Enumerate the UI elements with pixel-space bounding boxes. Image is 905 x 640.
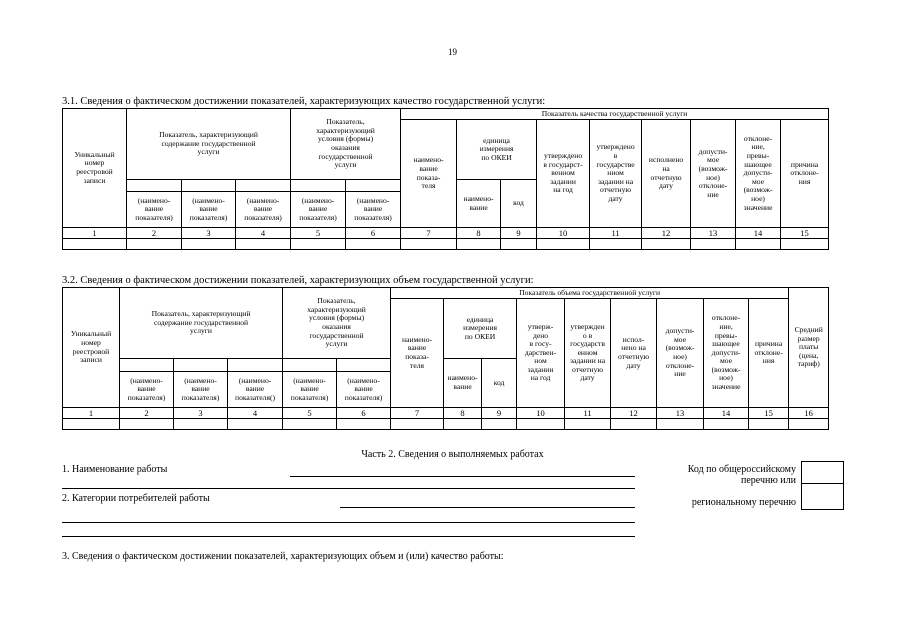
data-cell[interactable]	[228, 419, 283, 430]
header-volume-indicator: Показатель объема государственной услуги	[391, 288, 789, 299]
header-indicator-name-sub: (наимено- вание показателя)	[120, 372, 174, 408]
work-name-line[interactable]	[290, 476, 635, 477]
empty-cell	[120, 359, 174, 372]
column-number: 3	[182, 228, 236, 239]
section-3-2-title: 3.2. Сведения о фактическом достижении показателей, характеризующих объем государственной услуги:	[62, 275, 534, 286]
code-label-line-2: перечню или	[740, 475, 796, 486]
section-3-label: 3. Сведения о фактическом достижении показателей, характеризующих объем и (или) качество работы:	[62, 551, 504, 562]
data-cell[interactable]	[283, 419, 337, 430]
column-number: 10	[517, 408, 565, 419]
header-indicator-name-sub: (наимено- вание показателя)	[182, 192, 236, 228]
data-cell[interactable]	[482, 419, 517, 430]
column-number: 12	[611, 408, 657, 419]
data-cell[interactable]	[642, 239, 691, 250]
data-cell[interactable]	[337, 419, 391, 430]
empty-cell	[174, 359, 228, 372]
column-number: 3	[174, 408, 228, 419]
header-allowed-deviation: допусти- мое (возмож- ное) отклоне- ние	[657, 299, 704, 408]
code-label-line-1: Код по общероссийскому	[687, 464, 796, 475]
header-indicator-name-sub: (наимено- вание показателя)	[236, 192, 291, 228]
data-cell[interactable]	[590, 239, 642, 250]
header-unit-code: код	[482, 359, 517, 408]
header-indicator-name-sub: (наимено- вание показателя)	[337, 372, 391, 408]
consumers-line-2[interactable]	[62, 522, 635, 523]
data-cell[interactable]	[346, 239, 401, 250]
column-number: 8	[444, 408, 482, 419]
data-cell[interactable]	[444, 419, 482, 430]
consumers-line-3[interactable]	[62, 536, 635, 537]
header-indicator-name-sub: (наимено- вание показателя)	[346, 192, 401, 228]
header-allowed-deviation: допусти- мое (возмож- ное) отклоне- ние	[691, 120, 736, 228]
work-name-label: 1. Наименование работы	[62, 464, 168, 475]
header-executed: испол- нено на отчетную дату	[611, 299, 657, 408]
data-cell[interactable]	[789, 419, 829, 430]
header-content-indicator: Показатель, характеризующий содержание государственной услуги	[120, 288, 283, 359]
data-cell[interactable]	[657, 419, 704, 430]
data-cell[interactable]	[611, 419, 657, 430]
column-number: 15	[781, 228, 829, 239]
code-box[interactable]	[801, 461, 844, 510]
column-number: 15	[749, 408, 789, 419]
data-cell[interactable]	[391, 419, 444, 430]
column-number: 13	[657, 408, 704, 419]
empty-cell	[228, 359, 283, 372]
data-cell[interactable]	[63, 419, 120, 430]
column-number: 11	[565, 408, 611, 419]
consumers-label: 2. Категории потребителей работы	[62, 493, 210, 504]
column-number: 6	[346, 228, 401, 239]
header-unit-name: наимено- вание	[457, 180, 501, 228]
header-exceeding-deviation: отклоне- ние, превы- шающее допусти- мое (возмож- ное) значение	[736, 120, 781, 228]
work-name-line-2[interactable]	[62, 488, 635, 489]
header-approved-year: утверж- дено в госу- дарствен- ном задании на год	[517, 299, 565, 408]
column-number: 2	[120, 408, 174, 419]
empty-cell	[182, 180, 236, 192]
header-unit-okei: единица измерения по ОКЕИ	[457, 120, 537, 180]
data-cell[interactable]	[736, 239, 781, 250]
header-indicator-name-sub: (наимено- вание показателя)	[127, 192, 182, 228]
column-number: 14	[704, 408, 749, 419]
data-cell[interactable]	[401, 239, 457, 250]
data-cell[interactable]	[501, 239, 537, 250]
header-deviation-reason: причина отклоне- ния	[749, 299, 789, 408]
data-cell[interactable]	[63, 239, 127, 250]
data-cell[interactable]	[291, 239, 346, 250]
header-indicator-name-sub: (наимено- вание показателя()	[228, 372, 283, 408]
header-approved-year: утверждено в государст- венном задании на год	[537, 120, 590, 228]
data-cell[interactable]	[182, 239, 236, 250]
data-cell[interactable]	[236, 239, 291, 250]
data-cell[interactable]	[781, 239, 829, 250]
empty-cell	[127, 180, 182, 192]
column-number: 13	[691, 228, 736, 239]
empty-cell	[337, 359, 391, 372]
column-number: 5	[283, 408, 337, 419]
empty-cell	[346, 180, 401, 192]
column-number: 8	[457, 228, 501, 239]
data-cell[interactable]	[537, 239, 590, 250]
code-box-divider	[802, 483, 843, 484]
header-conditions-indicator: Показатель, характеризующий условия (формы) оказания государственной услуги	[291, 109, 401, 180]
column-number: 1	[63, 408, 120, 419]
header-unique-number: Уникальный номер реестровой записи	[63, 109, 127, 228]
header-unit-code: код	[501, 180, 537, 228]
column-number: 7	[401, 228, 457, 239]
header-approved-date: утверждено в государстве нном задании на отчетную дату	[590, 120, 642, 228]
column-number: 16	[789, 408, 829, 419]
column-number: 7	[391, 408, 444, 419]
consumers-line[interactable]	[340, 507, 635, 508]
header-indicator-name-sub: (наимено- вание показателя)	[283, 372, 337, 408]
header-quality-indicator: Показатель качества государственной услуги	[401, 109, 829, 120]
section-3-1-title: 3.1. Сведения о фактическом достижении показателей, характеризующих качество государственной услуги:	[62, 96, 546, 107]
header-average-fee: Средний размер платы (цена, тариф)	[789, 288, 829, 408]
empty-cell	[236, 180, 291, 192]
data-cell[interactable]	[174, 419, 228, 430]
page-number: 19	[448, 47, 457, 57]
header-executed: исполнено на отчетную дату	[642, 120, 691, 228]
header-unit-name: наимено- вание	[444, 359, 482, 408]
header-indicator-name-sub: (наимено- вание показателя)	[291, 192, 346, 228]
column-number: 14	[736, 228, 781, 239]
header-approved-date: утвержден о в государств енном задании на отчетную дату	[565, 299, 611, 408]
data-cell[interactable]	[704, 419, 749, 430]
quality-indicators-table	[62, 108, 829, 250]
data-cell[interactable]	[457, 239, 501, 250]
column-number: 9	[482, 408, 517, 419]
header-content-indicator: Показатель, характеризующий содержание государственной услуги	[127, 109, 291, 180]
header-deviation-reason: причина отклоне- ния	[781, 120, 829, 228]
header-indicator-name-sub: (наимено- вание показателя)	[174, 372, 228, 408]
column-number: 5	[291, 228, 346, 239]
column-number: 10	[537, 228, 590, 239]
data-cell[interactable]	[127, 239, 182, 250]
empty-cell	[291, 180, 346, 192]
header-indicator-name: наимено- вание показа- теля	[401, 120, 457, 228]
column-number: 4	[236, 228, 291, 239]
data-cell[interactable]	[517, 419, 565, 430]
data-cell[interactable]	[749, 419, 789, 430]
column-number: 2	[127, 228, 182, 239]
data-cell[interactable]	[120, 419, 174, 430]
data-cell[interactable]	[691, 239, 736, 250]
header-indicator-name: наимено- вание показа- теля	[391, 299, 444, 408]
header-conditions-indicator: Показатель, характеризующий условия (формы) оказания государственной услуги	[283, 288, 391, 359]
header-unique-number: Уникальный номер реестровой записи	[63, 288, 120, 408]
column-number: 1	[63, 228, 127, 239]
empty-cell	[283, 359, 337, 372]
code-label-line-3: региональному перечню	[691, 497, 796, 508]
column-number: 12	[642, 228, 691, 239]
column-number: 6	[337, 408, 391, 419]
column-number: 11	[590, 228, 642, 239]
data-cell[interactable]	[565, 419, 611, 430]
column-number: 4	[228, 408, 283, 419]
header-exceeding-deviation: отклоне- ние, превы- шающее допусти- мое (возмож- ное) значение	[704, 299, 749, 408]
header-unit-okei: единица измерения по ОКЕИ	[444, 299, 517, 359]
column-number: 9	[501, 228, 537, 239]
part-2-title: Часть 2. Сведения о выполняемых работах	[361, 449, 544, 460]
volume-indicators-table	[62, 287, 829, 430]
